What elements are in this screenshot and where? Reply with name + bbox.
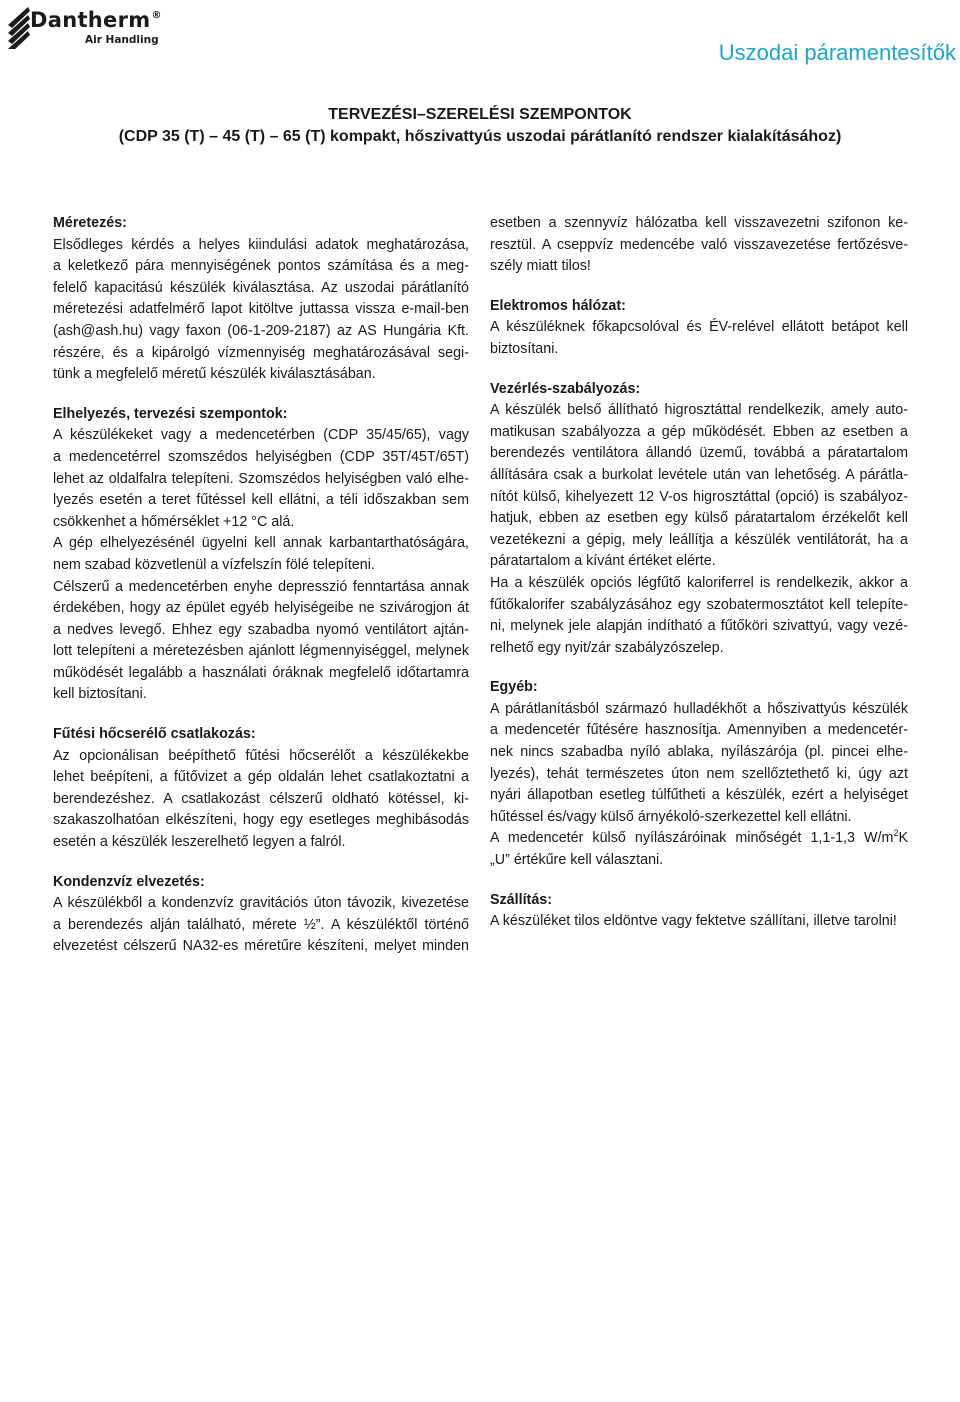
section-heading: Vezérlés-szabályozás:: [490, 380, 641, 397]
paragraph-line: lyezés esetén a teret fűtéssel kell ellátni, a téli időszakban sem: [53, 492, 469, 509]
paragraph-line: állítására csak a burkolat levétele után van lehetőség. A párátla-: [490, 466, 908, 483]
paragraph-line: lyezés), tehát természetes úton nem szellőztethető ki, úgy azt: [490, 765, 908, 782]
section-heading: Elhelyezés, tervezési szempontok:: [53, 405, 288, 422]
paragraph-line: nyári állapotban esetleg túlfűtheti a készülék, ezért a helyiséget: [490, 787, 908, 804]
paragraph-line: A párátlanításból származó hulladékhőt a hőszivattyús készülék: [490, 700, 908, 717]
paragraph-line: (ash@ash.hu) vagy faxon (06-1-209-2187) az AS Hungária Kft.: [53, 322, 469, 339]
paragraph-line: páratartalom a kívánt értéket elérte.: [490, 553, 716, 570]
paragraph-line: lehet beépíteni, a fűtővizet a gép oldalán lehet csatlakoztatni a: [53, 769, 469, 786]
section-vezerles: [490, 379, 908, 660]
section-heading: Kondenzvíz elvezetés:: [53, 873, 205, 890]
paragraph-line: hűtéssel és/vagy külső árnyékoló-szerkezettel kell ellátni.: [490, 808, 852, 825]
paragraph-line: szély miatt tilos!: [490, 258, 591, 275]
document-title-line-1: TERVEZÉSI–SZERELÉSI SZEMPONTOK: [328, 106, 632, 123]
paragraph-line: felelő kapacitású készülék kiválasztása. Az uszodai párátlanító: [53, 279, 469, 296]
paragraph-line: Célszerű a medencetérben enyhe depresszió fenntartása annak: [53, 578, 469, 595]
right-column: [490, 213, 908, 933]
paragraph-line: vezetékezni a gépig, mely leállítja a készülék ventilátorát, ha a: [490, 531, 908, 548]
paragraph-line: csökkenhet a hőmérséklet +12 °C alá.: [53, 513, 295, 530]
paragraph-line: A készüléknek főkapcsolóval és ÉV-relével ellátott betápot kell: [490, 319, 908, 336]
section-futesi-hocserelo: [53, 724, 469, 854]
paragraph-line: berendezés ventilátora állandó üzemű, továbbá a páratartalom: [490, 445, 908, 462]
paragraph-line: A gép elhelyezésénél ügyelni kell annak karbantarthatóságára,: [53, 535, 469, 552]
paragraph-line: resztül. A cseppvíz medencébe való visszavezetése fertőzésve-: [490, 236, 908, 253]
paragraph-line: a berendezés alján található, mérete ½”. A készüléktől történő: [53, 916, 469, 933]
section-heading: Fűtési hőcserélő csatlakozás:: [53, 726, 256, 743]
paragraph-line: Ha a készülék opciós légfűtő kaloriferrel is rendelkezik, akkor a: [490, 574, 908, 591]
left-column: [53, 213, 469, 958]
paragraph-line: A készüléket tilos eldöntve vagy fektetve szállítani, illetve tarolni!: [490, 913, 897, 930]
paragraph-line: Elsődleges kérdés a helyes kiindulási adatok meghatározása,: [53, 236, 469, 253]
page-header: [0, 0, 960, 70]
paragraph-line: elvezetést célszerű NA32-es méretűre készíteni, melyet minden: [53, 938, 469, 955]
dantherm-logo: [6, 3, 166, 51]
u-value-line: A medencetér külső nyílászáróinak minőségét 1,1-1,3 $W/m^2K$: [490, 828, 908, 847]
logo-brand-text: Dantherm®: [30, 8, 162, 32]
paragraph-line: tünk a megfelelő méretű készülék kiválasztásában.: [53, 366, 376, 383]
paragraph-line: szakaszolhatóan elkészíteni, hogy egy esetleges meghibásodás: [53, 812, 469, 829]
paragraph-line: a medencetérrel szomszédos helyiségben (CDP 35T/45T/65T): [53, 448, 469, 465]
document-title-line-2: (CDP 35 (T) – 45 (T) – 65 (T) kompakt, hőszivattyús uszodai párátlanító rendszer kialakításához): [118, 128, 842, 145]
section-meretezes: [53, 213, 469, 386]
paragraph-line: biztosítani.: [490, 340, 559, 357]
paragraph-line: A készülékből a kondenzvíz gravitációs úton távozik, kivezetése: [53, 895, 469, 912]
section-kondenzviz: [53, 872, 469, 958]
paragraph-line: lott telepíteni a méretezésben ajánlott légmennyiséggel, melynek: [53, 643, 469, 660]
paragraph-line: „U” értékűre kell választani.: [490, 852, 664, 869]
paragraph-line: A készülék belső állítható higrosztáttal rendelkezik, amely auto-: [490, 402, 908, 419]
paragraph-line: működését legalább a használati óráknak megfelelő időtartamra: [53, 664, 469, 681]
section-heading: Méretezés:: [53, 215, 127, 231]
paragraph-line: méretezési adatfelmérő lapot kitöltve juttassa vissza e-mail-ben: [53, 301, 469, 318]
logo-subtitle: Air Handling: [85, 34, 159, 46]
paragraph-line: esetén a készülék leszerelhető legyen a falról.: [53, 834, 346, 851]
paragraph-line: részére, és a kipárolgó vízmennyiség meghatározásával segi-: [53, 344, 469, 361]
paragraph-line: fűtőkalorifer szabályzásához egy szobatermosztátot kell telepíte-: [490, 596, 908, 613]
section-elektromos: [490, 296, 908, 361]
paragraph-line: kell biztosítani.: [53, 686, 147, 703]
paragraph-line: hatjuk, ebben az esetben egy külső páratartalom érzékelőt kell: [490, 510, 908, 527]
paragraph-line: esetben a szennyvíz hálózatba kell visszavezetni szifonon ke-: [490, 215, 908, 231]
section-kondenzviz-continued: [490, 213, 908, 278]
section-heading: Szállítás:: [490, 891, 552, 908]
paragraph-line: nek nincs szabadba nyíló ablaka, nyílászárója (pl. pincei elhe-: [490, 744, 908, 761]
paragraph-line: nítót külső, kihelyezett 12 V-os higrosztáttal (opció) is szabályoz-: [490, 488, 908, 505]
paragraph-line: matikusan szabályozza a gép működését. Ebben az esetben a: [490, 423, 908, 440]
paragraph-line: a keletkező pára mennyiségének pontos számítása és a meg-: [53, 258, 469, 275]
paragraph-line: A készülékeket vagy a medencetérben (CDP 35/45/65), vagy: [53, 427, 469, 444]
paragraph-line: ni, melynek jele alapján indítható a fűtőköri szivattyú, vagy vezé-: [490, 618, 908, 635]
paragraph-line: érdekében, hogy az épület egyéb helyiségeibe ne szivárogjon át: [53, 600, 469, 617]
section-heading: Egyéb:: [490, 679, 538, 696]
document-title: [0, 104, 960, 148]
paragraph-line: relhető egy nyit/zár szabályzószelep.: [490, 639, 724, 656]
paragraph-line: berendezéshez. A csatlakozást célszerű oldható kötéssel, ki-: [53, 790, 469, 807]
page-title: Uszodai páramentesítők: [718, 40, 956, 65]
section-egyeb: [490, 677, 908, 871]
paragraph-line: nem szabad közvetlenül a vízfelszín fölé telepíteni.: [53, 556, 375, 573]
section-szallitas: [490, 890, 908, 933]
paragraph-line: a medencetér fűtésére hasznosítja. Amennyiben a medencetér-: [490, 722, 908, 739]
section-heading: Elektromos hálózat:: [490, 297, 626, 314]
dantherm-swoosh-icon: [6, 3, 32, 49]
section-elhelyezes: [53, 404, 469, 706]
paragraph-line: lehet az oldalfalra telepíteni. Szomszédos helyiségben való elhe-: [53, 470, 469, 487]
paragraph-line: a nedves levegő. Ehhez egy szabadba nyomó ventilátort ajtán-: [53, 621, 469, 638]
paragraph-line: Az opcionálisan beépíthető fűtési hőcserélőt a készülékekbe: [53, 747, 469, 764]
